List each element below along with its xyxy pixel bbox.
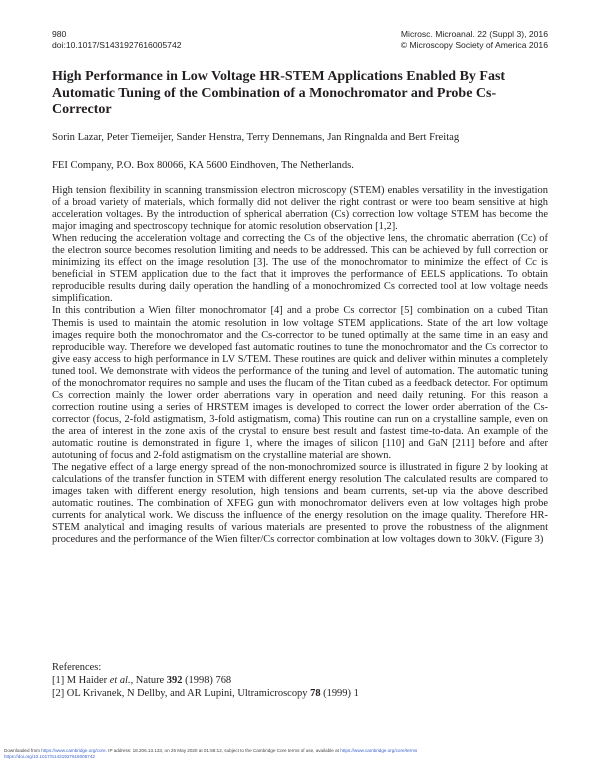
affiliation: FEI Company, P.O. Box 80066, KA 5600 Eindhoven, The Netherlands. [52, 160, 354, 171]
reference-journal: , Nature [130, 675, 167, 686]
header-right [401, 29, 548, 51]
reference-etal: et al. [109, 675, 131, 686]
abstract-body [52, 185, 548, 546]
doi-link[interactable]: https://doi.org/10.1017/S1431927616005742 [4, 754, 95, 760]
paragraph-2: When reducing the acceleration voltage and correcting the Cs of the objective lens, the chromatic aberration (Cc) of the electron source becomes resolution limiting and needs to be addressed. This can be achieved by full correction or minimizing its effect on the image resolution [3]. The use of the monochromator to minimize the effect of Cc is beneficial in STEM application due to the fact that it improves the performance of EELS applications. To obtain reproducible results during daily operation the handling of a monochromized Cs corrected tool at low voltage needs simplification. [52, 233, 548, 305]
download-prefix: Downloaded from [4, 748, 42, 753]
references-heading: References: [52, 662, 102, 673]
paragraph-4: The negative effect of a large energy spread of the non-monochromized source is illustrated in figure 2 by looking at calculations of the transfer function in STEM with different energy resolution The calculated results are compared to images taken with different energy resolution, high tensions and beam currents, set-up via the above described automatic routines. The combination of XFEG gun with monochromator delivers even at low voltages high probe currents for analytical work. We discuss the influence of the energy resolution on the image quality. Therefore HR-STEM analytical and imaging results of various materials are presented to prove the robustness of the alignment procedures and the performance of the Wien filter/Cs corrector combination at low voltages down to 30kV. (Figure 3) [52, 462, 548, 546]
reference-authors: OL Krivanek, N Dellby, and AR Lupini, [66, 688, 238, 699]
authors: Sorin Lazar, Peter Tiemeijer, Sander Henstra, Terry Dennemans, Jan Ringnalda and Bert Freitag [52, 132, 460, 143]
reference-rest: (1999) 1 [320, 688, 359, 699]
paper-title: High Performance in Low Voltage HR-STEM Applications Enabled By Fast Automatic Tuning of the Combination of a Monochromator and Probe Cs-Corrector [52, 69, 506, 118]
reference-rest: (1998) 768 [182, 675, 232, 686]
references [52, 661, 359, 700]
terms-link[interactable]: https://www.cambridge.org/core/terms [340, 748, 418, 753]
reference-volume: 78 [310, 688, 321, 699]
reference-authors: M Haider [66, 675, 110, 686]
reference-number: [2] [52, 688, 65, 699]
reference-item [52, 674, 359, 687]
paragraph-3: In this contribution a Wien filter monochromator [4] and a probe Cs corrector [5] combination on a cubed Titan Themis is used to maintain the atomic resolution in low voltage STEM applications. State of the art low voltage images require both the monochromator and the Cs-corrector to be tuned optimally at the same time in an easy and reproducible way. Therefore we developed fast automatic routines to tune the monochromator and the Cs corrector to give easy access to high performance in LV S/TEM. These routines are quick and deliver within minutes a completely tuned tool. We demonstrate with videos the performance of the tuning and level of automation. The automatic tuning of the monochromator requires no sample and uses the flucam of the Titan cubed as a feedback detector. For optimum Cs correction mainly the lower order aberrations vary in operation and need daily retuning. For this reason a correction routine using a series of HRSTEM images is developed to correct the lower order aberration of the Cs-corrector (focus, 2-fold astigmatism, 3-fold astigmatism, coma) This routine can run on a crystalline sample, even on the area of interest in the zone axis of the crystal to ensure best result and fastest time-to-data. An example of the automatic routine is demonstrated in figure 1, where the images of silicon [110] and GaN [211] before and after autotuning of focus and 2-fold astigmatism on the crystalline material are shown. [52, 305, 548, 462]
download-footer [4, 748, 596, 761]
ip-text: . IP address: 18.206.13.133, on 25 May 2020 at 01:58:12, subject to the Cambridge Core terms of use, available at [105, 748, 341, 753]
reference-item [52, 687, 359, 700]
paragraph-1: High tension flexibility in scanning transmission electron microscopy (STEM) enables versatility in the investigation of a broad variety of materials, which formally did not deliver the right contrast or were too beam sensitive at high acceleration voltages. By the introduction of spherical aberration (Cs) correction low voltage STEM has become the major imaging and spectroscopy technique for atomic resolution observation [1,2]. [52, 185, 548, 233]
cambridge-core-link[interactable]: https://www.cambridge.org/core [41, 748, 106, 753]
reference-volume: 392 [166, 675, 183, 686]
doi: doi:10.1017/S1431927616005742 [52, 40, 182, 50]
journal-citation: Microsc. Microanal. 22 (Suppl 3), 2016 [400, 29, 548, 39]
reference-journal: Ultramicroscopy [237, 688, 311, 699]
footer-line-2 [4, 754, 596, 760]
reference-number: [1] [52, 675, 65, 686]
header-left [52, 29, 182, 51]
copyright: © Microscopy Society of America 2016 [400, 40, 548, 50]
page-number: 980 [52, 29, 67, 39]
